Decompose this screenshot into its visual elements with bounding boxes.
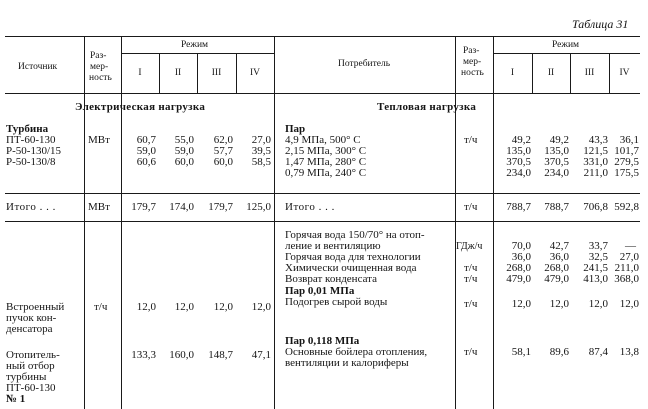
header-mode-i: I [510, 68, 515, 78]
table-cell: 211,0 [614, 262, 639, 274]
table-cell: 479,0 [506, 273, 531, 285]
consumer-label: вентиляции и калориферы [285, 357, 409, 369]
source-label: денсатора [6, 323, 53, 335]
table-cell: 36,0 [511, 251, 531, 263]
table-cell: 58,1 [511, 346, 531, 358]
table-cell: 60,7 [136, 134, 156, 146]
col-divider [84, 36, 85, 409]
table-cell: 331,0 [583, 156, 608, 168]
table-cell: 43,3 [588, 134, 608, 146]
consumer-label: Горячая вода для технологии [285, 251, 421, 263]
table-cell: 60,0 [213, 156, 233, 168]
consumer-unit: т/ч [464, 273, 478, 285]
table-cell: 148,7 [208, 349, 233, 361]
table-cell: 32,5 [588, 251, 608, 263]
consumer-label: ление и вентиляцию [285, 240, 381, 252]
source-label: Встроенный [6, 301, 65, 313]
table-cell: 70,0 [511, 240, 531, 252]
table-cell: 12,0 [213, 301, 233, 313]
table-cell: 59,0 [136, 145, 156, 157]
table-cell: 12,0 [549, 298, 569, 310]
header-mode-right: Режим [552, 40, 580, 50]
table-cell: 62,0 [213, 134, 233, 146]
header-source: Источник [18, 62, 58, 72]
table-caption: Таблица 31 [572, 17, 629, 31]
consumer-unit: т/ч [464, 262, 478, 274]
source-label: № 1 [6, 393, 26, 405]
section-electric-load: Электрическая нагрузка [75, 101, 206, 113]
consumer-label: Горячая вода 150/70° на отоп- [285, 229, 425, 241]
table-cell: 370,5 [506, 156, 531, 168]
table-cell: 234,0 [544, 167, 569, 179]
table-cell: 55,0 [174, 134, 194, 146]
turbine-name: Р-50-130/8 [6, 156, 56, 168]
table-cell: 12,0 [588, 298, 608, 310]
table-cell: 60,0 [174, 156, 194, 168]
table-cell: 279,5 [614, 156, 639, 168]
header-consumer-dimension-2: мер- [463, 57, 482, 67]
turbines-unit: МВт [88, 134, 110, 146]
table-cell: 89,6 [549, 346, 569, 358]
mode-right-rule [493, 53, 640, 54]
steam-0118-heading: Пар 0,118 МПа [285, 335, 360, 347]
table-cell: 268,0 [506, 262, 531, 274]
table-cell: 12,0 [174, 301, 194, 313]
totals-bottom-rule [5, 221, 640, 222]
steam-unit: т/ч [464, 134, 478, 146]
table-cell: 179,7 [208, 201, 233, 213]
table-cell: 368,0 [614, 273, 639, 285]
table-cell: 179,7 [131, 201, 156, 213]
table-cell: 413,0 [583, 273, 608, 285]
source-label: Отопитель- [6, 349, 60, 361]
turbines-title: Турбина [6, 123, 49, 135]
steam-item: 2,15 МПа, 300° С [285, 145, 367, 157]
header-consumer-dimension-1: Раз- [463, 46, 480, 56]
table-cell: 59,0 [174, 145, 194, 157]
turbine-name: ПТ-60-130 [6, 134, 56, 146]
steam-item: 4,9 МПа, 500° С [285, 134, 361, 146]
table-cell: 706,8 [583, 201, 608, 213]
table-cell: 36,1 [619, 134, 639, 146]
table-cell: 135,0 [506, 145, 531, 157]
source-label: турбины [6, 371, 47, 383]
totals-unit: МВт [88, 201, 110, 213]
table-cell: 49,2 [511, 134, 531, 146]
col-divider [121, 36, 122, 409]
totals-top-rule [5, 193, 640, 194]
table-cell: 241,5 [583, 262, 608, 274]
header-bottom-rule [5, 93, 640, 94]
table-cell: 101,7 [614, 145, 639, 157]
table-cell: 12,0 [619, 298, 639, 310]
col-divider [274, 36, 275, 409]
header-mode-iv: IV [249, 68, 261, 78]
table-cell: 57,7 [213, 145, 233, 157]
table-cell: 125,0 [246, 201, 271, 213]
table-cell: 211,0 [583, 167, 608, 179]
table-cell: 87,4 [588, 346, 608, 358]
section-thermal-load: Тепловая нагрузка [377, 101, 477, 113]
table-cell: 133,3 [131, 349, 156, 361]
table-cell: 47,1 [251, 349, 271, 361]
table-cell: — [625, 240, 636, 252]
table-cell: 788,7 [506, 201, 531, 213]
col-divider [493, 36, 494, 409]
table-cell: 174,0 [169, 201, 194, 213]
header-dimension-3: ность [89, 73, 112, 83]
steam-item: 1,47 МПа, 280° С [285, 156, 367, 168]
header-mode-iii: III [211, 68, 222, 78]
totals-label: Итого . . . [285, 201, 335, 213]
steam-001-heading: Пар 0,01 МПа [285, 285, 355, 297]
header-dimension-2: мер- [90, 62, 109, 72]
table-cell: 135,0 [544, 145, 569, 157]
table-cell: 234,0 [506, 167, 531, 179]
header-consumer: Потребитель [338, 59, 391, 69]
header-mode-ii: II [547, 68, 555, 78]
header-mode-i: I [138, 68, 142, 78]
totals-label: Итого . . . [6, 201, 56, 213]
header-mode-left: Режим [181, 40, 209, 50]
table-cell: 370,5 [544, 156, 569, 168]
col-divider [455, 36, 456, 409]
table-cell: 121,5 [583, 145, 608, 157]
table-cell: 36,0 [549, 251, 569, 263]
header-dimension-1: Раз- [90, 51, 107, 61]
steam-title: Пар [285, 123, 306, 135]
source-label: ный отбор [6, 360, 55, 372]
top-rule [5, 36, 640, 37]
table-cell: 160,0 [169, 349, 194, 361]
consumer-unit: ГДж/ч [456, 241, 483, 252]
table-cell: 268,0 [544, 262, 569, 274]
table-cell: 27,0 [251, 134, 271, 146]
table-cell: 175,5 [614, 167, 639, 179]
consumer-label: Основные бойлера отопления, [285, 346, 428, 358]
header-mode-iv: IV [619, 68, 630, 78]
table-cell: 592,8 [614, 201, 639, 213]
source-label: ПТ-60-130 [6, 382, 56, 394]
source-unit: т/ч [94, 301, 108, 313]
table-cell: 788,7 [544, 201, 569, 213]
table-cell: 42,7 [549, 240, 569, 252]
totals-unit: т/ч [464, 201, 478, 213]
table-cell: 39,5 [251, 145, 271, 157]
header-mode-ii: II [174, 68, 182, 78]
steam-item: 0,79 МПа, 240° С [285, 167, 367, 179]
source-label: пучок кон- [6, 312, 57, 324]
consumer-unit: т/ч [464, 346, 478, 358]
header-mode-iii: III [584, 68, 595, 78]
header-consumer-dimension-3: ность [461, 68, 484, 78]
consumer-label: Подогрев сырой воды [285, 296, 388, 308]
consumer-label: Химически очищенная вода [285, 262, 417, 274]
consumer-label: Возврат конденсата [285, 273, 378, 285]
table-cell: 60,6 [136, 156, 156, 168]
table-cell: 49,2 [549, 134, 569, 146]
table-cell: 12,0 [511, 298, 531, 310]
table-cell: 27,0 [619, 251, 639, 263]
table-cell: 58,5 [251, 156, 271, 168]
table-cell: 12,0 [251, 301, 271, 313]
table-cell: 479,0 [544, 273, 569, 285]
table-cell: 12,0 [136, 301, 156, 313]
consumer-unit: т/ч [464, 298, 478, 310]
table-cell: 33,7 [588, 240, 608, 252]
table-cell: 13,8 [619, 346, 639, 358]
turbine-name: Р-50-130/15 [6, 145, 61, 157]
